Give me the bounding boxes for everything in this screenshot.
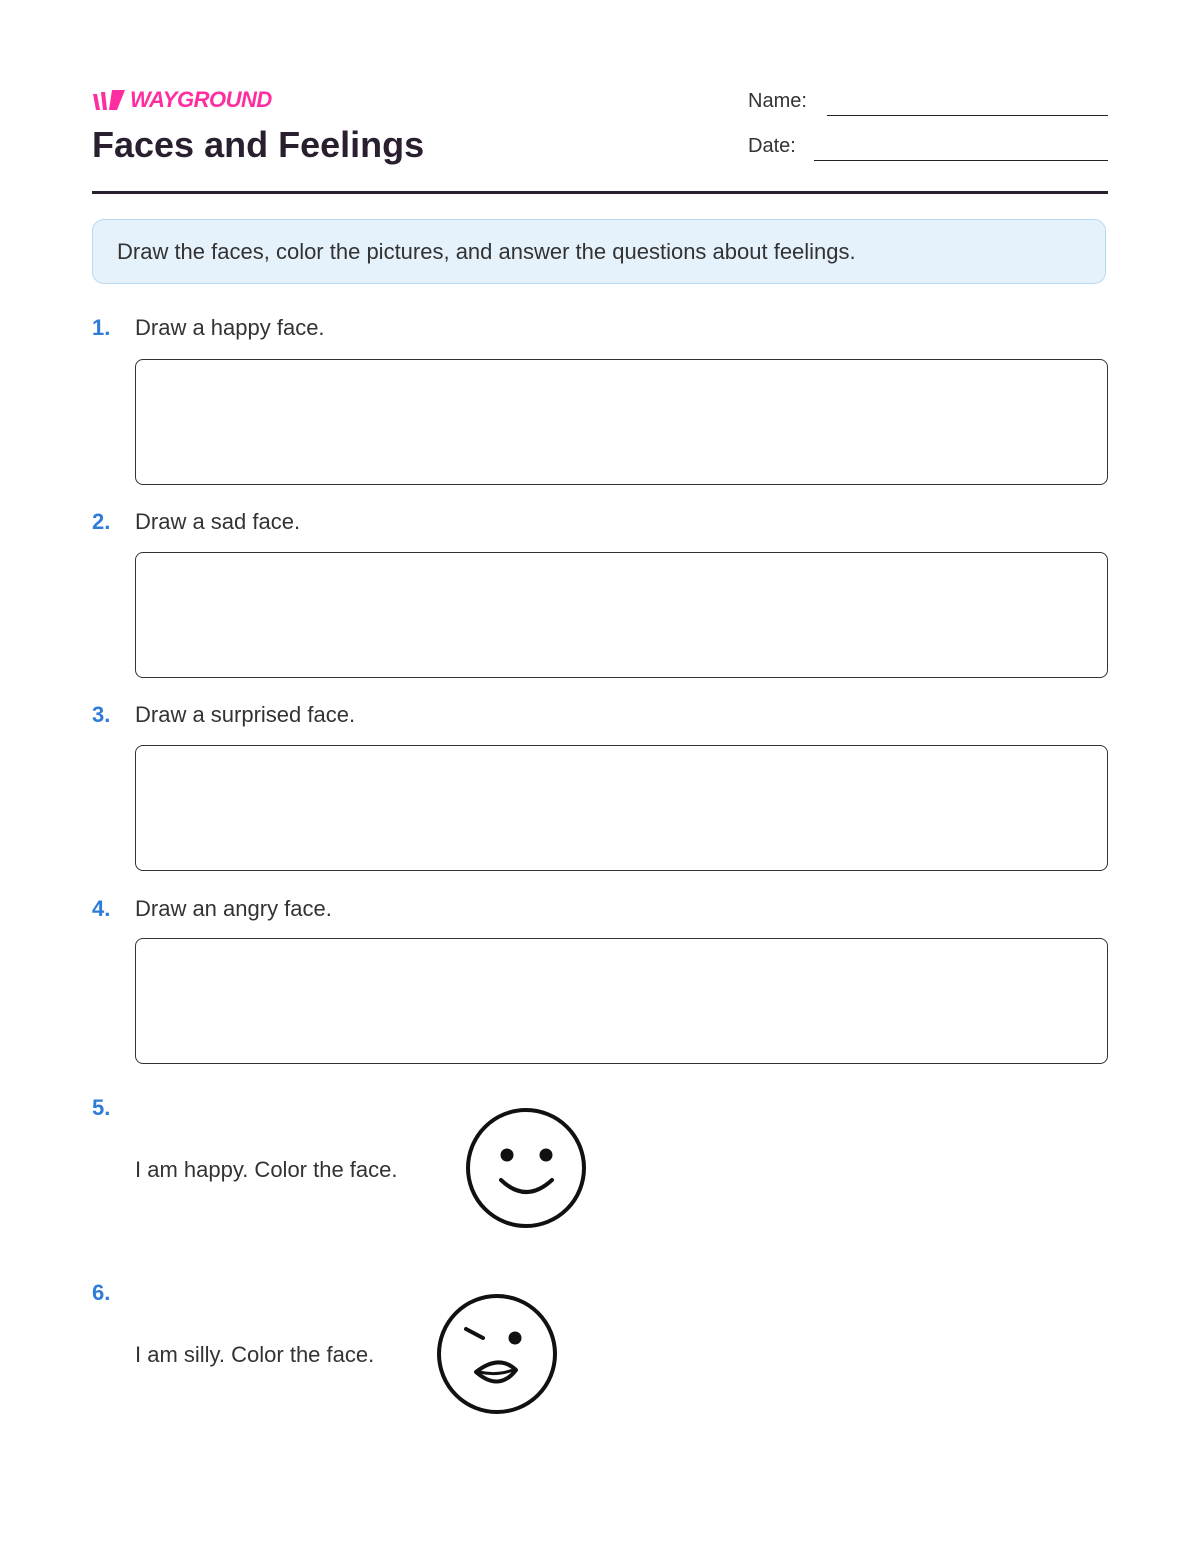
question-number: 2.: [92, 509, 111, 534]
name-label: Name:: [748, 90, 807, 112]
wayground-mark-icon: [92, 88, 126, 112]
question-number: 3.: [92, 702, 111, 727]
drawing-area[interactable]: [135, 938, 1108, 1064]
drawing-area[interactable]: [135, 745, 1108, 871]
date-field[interactable]: [814, 160, 1108, 161]
drawing-area[interactable]: [135, 359, 1108, 485]
question-number: 1.: [92, 315, 111, 340]
question-number: 5.: [92, 1095, 111, 1120]
brand-name: WAYGROUND: [130, 87, 272, 112]
question-number: 4.: [92, 896, 111, 921]
brand-logo: [92, 86, 272, 114]
name-field[interactable]: [827, 115, 1108, 116]
instructions-box: [92, 219, 1106, 284]
date-label: Date:: [748, 135, 796, 157]
question-text: I am happy. Color the face.: [135, 1157, 398, 1182]
question-text: Draw an angry face.: [135, 896, 332, 921]
question-text: Draw a happy face.: [135, 315, 325, 340]
question-text: Draw a surprised face.: [135, 702, 356, 727]
question-text: Draw a sad face.: [135, 509, 301, 534]
happy-face-icon[interactable]: [464, 1106, 588, 1230]
instructions-text: Draw the faces, color the pictures, and answer the questions about feelings.: [117, 238, 856, 264]
silly-face-icon[interactable]: [435, 1292, 559, 1416]
header-divider: [92, 191, 1108, 194]
question-number: 6.: [92, 1280, 111, 1305]
page-title: Faces and Feelings: [92, 124, 425, 165]
drawing-area[interactable]: [135, 552, 1108, 678]
question-text: I am silly. Color the face.: [135, 1342, 375, 1367]
